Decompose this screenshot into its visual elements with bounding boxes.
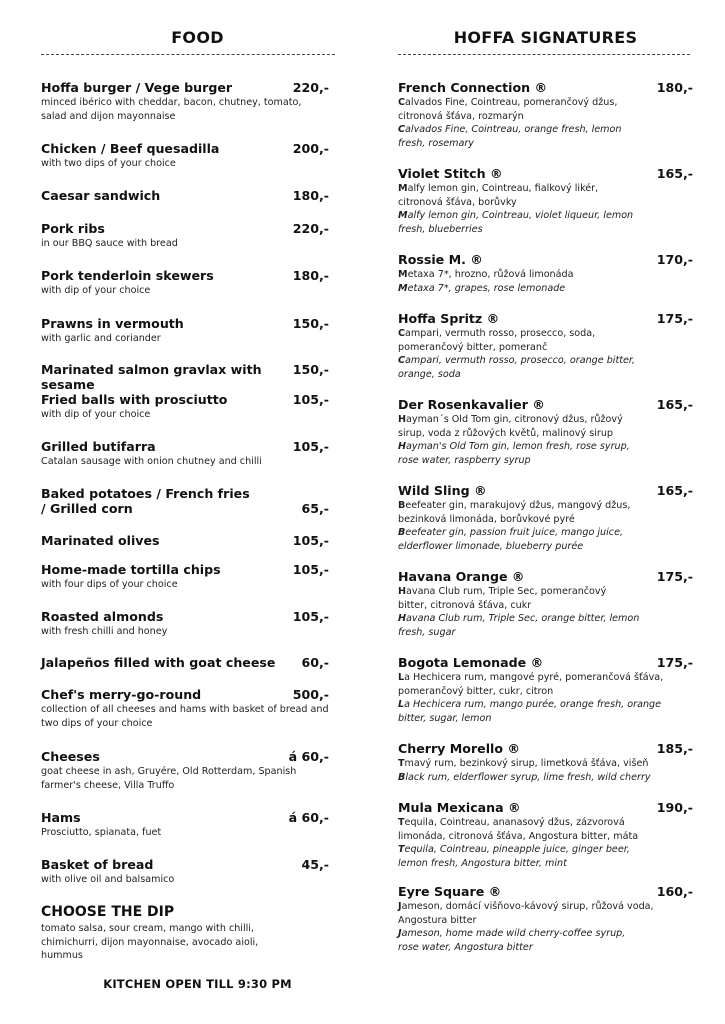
item-price: 45,-: [301, 857, 329, 872]
food-item: [41, 141, 329, 171]
food-item: [41, 655, 329, 670]
item-description-en: La Hechicera rum, mango purée, orange fresh, orange bitter, sugar, lemon: [398, 699, 662, 724]
cocktail-item: [398, 166, 693, 236]
food-item: [41, 362, 329, 392]
cocktail-item: [398, 483, 693, 553]
food-item: [41, 609, 329, 639]
item-name: Jalapeños filled with goat cheese: [41, 655, 276, 670]
food-item: [41, 533, 329, 548]
item-description-en: Jameson, home made wild cherry-coffee syrup, rose water, Angostura bitter: [398, 928, 626, 953]
cocktail-item: [398, 655, 693, 725]
item-description: with two dips of your choice: [41, 158, 176, 169]
item-name: Pork tenderloin skewers: [41, 268, 214, 283]
item-price: 165,-: [656, 166, 693, 181]
item-description: Prosciutto, spianata, fuet: [41, 827, 162, 838]
item-price: 105,-: [292, 609, 329, 624]
signatures-heading: HOFFA SIGNATURES: [453, 28, 638, 47]
item-description: in our BBQ sauce with bread: [41, 238, 178, 249]
item-name: Havana Orange ®: [398, 569, 525, 584]
item-description-en: Campari, vermuth rosso, prosecco, orange bitter, orange, soda: [398, 355, 636, 380]
item-name: Prawns in vermouth: [41, 316, 184, 331]
item-description-en: Black rum, elderflower syrup, lime fresh, wild cherry: [398, 771, 651, 783]
item-price: 160,-: [656, 884, 693, 899]
food-item: [41, 392, 329, 422]
item-description-en: Hayman's Old Tom gin, lemon fresh, rose syrup, rose water, raspberry syrup: [398, 441, 630, 466]
item-description: Catalan sausage with onion chutney and chilli: [41, 456, 262, 467]
item-price: 105,-: [292, 533, 329, 548]
item-name: Bogota Lemonade ®: [398, 655, 544, 670]
item-price: 170,-: [656, 252, 693, 267]
item-price: 165,-: [656, 397, 693, 412]
item-name: Der Rosenkavalier ®: [398, 397, 545, 412]
item-name: Rossie M. ®: [398, 252, 483, 267]
item-name: Caesar sandwich: [41, 188, 161, 203]
item-description: with fresh chilli and honey: [41, 626, 168, 637]
cocktail-item: [398, 80, 693, 150]
item-name: Violet Stitch ®: [398, 166, 503, 181]
item-name: Chicken / Beef quesadilla: [41, 141, 220, 156]
item-description-en: Metaxa 7*, grapes, rose lemonade: [398, 282, 566, 294]
item-description-cz: Tequila, Cointreau, ananasový džus, zázvorová limonáda, citronová šťáva, Angostura bitter, máta: [398, 817, 639, 842]
item-description-cz: Tmavý rum, bezinkový sirup, limetková šťáva, višeň: [398, 758, 649, 769]
food-item: [41, 316, 329, 346]
item-price: 165,-: [656, 483, 693, 498]
item-price: á 60,-: [288, 810, 329, 825]
item-description: minced ibérico with cheddar, bacon, chutney, tomato, salad and dijon mayonnaise: [41, 97, 302, 122]
item-name: Marinated salmon gravlax with sesame: [41, 362, 262, 392]
item-description: with dip of your choice: [41, 285, 151, 296]
item-price: 180,-: [656, 80, 693, 95]
item-description: with four dips of your choice: [41, 579, 178, 590]
item-description-cz: Malfy lemon gin, Cointreau, fialkový likér, citronová šťáva, borůvky: [398, 183, 599, 208]
item-description: goat cheese in ash, Gruyére, Old Rotterdam, Spanish farmer's cheese, Villa Truffo: [41, 766, 297, 791]
item-price: 105,-: [292, 439, 329, 454]
item-description-en: Tequila, Cointreau, pineapple juice, ginger beer, lemon fresh, Angostura bitter, mint: [398, 844, 630, 869]
item-description-cz: Calvados Fine, Cointreau, pomerančový džus, citronová šťáva, rozmarýn: [398, 97, 618, 122]
item-price: 180,-: [292, 268, 329, 283]
item-description-en: Beefeater gin, passion fruit juice, mango juice, elderflower limonade, blueberry purée: [398, 527, 624, 552]
item-price: 220,-: [292, 80, 329, 95]
item-price: 65,-: [301, 501, 329, 516]
cocktail-item: [398, 884, 693, 954]
item-name: Pork ribs: [41, 221, 105, 236]
item-name: Hoffa Spritz ®: [398, 311, 500, 326]
item-name: Baked potatoes / French fries / Grilled corn: [41, 486, 250, 516]
cocktail-item: [398, 569, 693, 639]
cocktail-item: [398, 311, 693, 381]
food-item: [41, 687, 329, 730]
item-description-cz: Jameson, domácí višňovo-kávový sirup, růžová voda, Angostura bitter: [398, 901, 654, 926]
food-divider: [41, 54, 335, 55]
item-name: Fried balls with prosciutto: [41, 392, 228, 407]
food-item: [41, 857, 329, 887]
item-price: 150,-: [292, 362, 329, 377]
item-name: Chef's merry-go-round: [41, 687, 202, 702]
item-description-cz: Havana Club rum, Triple Sec, pomerančový bitter, citronová šťáva, cukr: [398, 586, 607, 611]
item-name: Home-made tortilla chips: [41, 562, 221, 577]
item-price: 500,-: [292, 687, 329, 702]
item-description-en: Malfy lemon gin, Cointreau, violet liqueur, lemon fresh, blueberries: [398, 210, 634, 235]
cocktail-item: [398, 800, 693, 870]
item-name: Wild Sling ®: [398, 483, 487, 498]
food-item: [41, 80, 329, 123]
item-price: 180,-: [292, 188, 329, 203]
item-price: 220,-: [292, 221, 329, 236]
cocktail-item: [398, 252, 693, 295]
item-name: Mula Mexicana ®: [398, 800, 521, 815]
item-price: 190,-: [656, 800, 693, 815]
item-price: 60,-: [301, 655, 329, 670]
item-price: 175,-: [656, 569, 693, 584]
food-item: [41, 562, 329, 592]
item-price: 175,-: [656, 655, 693, 670]
food-item: [41, 268, 329, 298]
item-description-en: Havana Club rum, Triple Sec, orange bitter, lemon fresh, sugar: [398, 613, 640, 638]
item-description: with dip of your choice: [41, 409, 151, 420]
item-description-cz: Beefeater gin, marakujový džus, mangový džus, bezinková limonáda, borůvkové pyré: [398, 500, 631, 525]
food-item: [41, 188, 329, 203]
item-description: collection of all cheeses and hams with basket of bread and two dips of your choice: [41, 704, 329, 729]
item-price: 185,-: [656, 741, 693, 756]
item-name: Eyre Square ®: [398, 884, 502, 899]
item-price: 175,-: [656, 311, 693, 326]
dip-section: [41, 904, 329, 963]
item-description-cz: La Hechicera rum, mangové pyré, pomerančová šťáva, pomerančový bitter, cukr, citron: [398, 672, 664, 697]
item-name: Marinated olives: [41, 533, 160, 548]
item-description-cz: Metaxa 7*, hrozno, růžová limonáda: [398, 269, 574, 280]
food-heading: FOOD: [171, 28, 224, 47]
food-item: [41, 439, 329, 469]
item-description-cz: Campari, vermuth rosso, prosecco, soda, pomerančový bitter, pomeranč: [398, 328, 596, 353]
item-name: Basket of bread: [41, 857, 154, 872]
item-name: Hams: [41, 810, 81, 825]
item-description-cz: Hayman´s Old Tom gin, citronový džus, růžový sirup, voda z růžových květů, malinový sirup: [398, 414, 623, 439]
food-item: [41, 486, 329, 516]
cocktail-item: [398, 397, 693, 467]
item-price: 105,-: [292, 562, 329, 577]
item-description: with olive oil and balsamico: [41, 874, 175, 885]
item-name: Roasted almonds: [41, 609, 164, 624]
item-price: 150,-: [292, 316, 329, 331]
item-name: French Connection ®: [398, 80, 548, 95]
dip-description: tomato salsa, sour cream, mango with chilli, chimichurri, dijon mayonnaise, avocado aioli, hummus: [41, 923, 259, 962]
food-item: [41, 810, 329, 840]
item-name: Grilled butifarra: [41, 439, 156, 454]
item-price: 200,-: [292, 141, 329, 156]
food-item: [41, 221, 329, 251]
cocktail-item: [398, 741, 693, 784]
food-item: [41, 749, 329, 792]
kitchen-hours: KITCHEN OPEN TILL 9:30 PM: [103, 977, 292, 991]
item-name: Cheeses: [41, 749, 100, 764]
item-price: 105,-: [292, 392, 329, 407]
item-name: Cherry Morello ®: [398, 741, 520, 756]
item-description-en: Calvados Fine, Cointreau, orange fresh, lemon fresh, rosemary: [398, 124, 622, 149]
signatures-divider: [398, 54, 690, 55]
item-price: á 60,-: [288, 749, 329, 764]
item-description: with garlic and coriander: [41, 333, 161, 344]
item-name: Hoffa burger / Vege burger: [41, 80, 233, 95]
dip-title: CHOOSE THE DIP: [41, 904, 175, 920]
